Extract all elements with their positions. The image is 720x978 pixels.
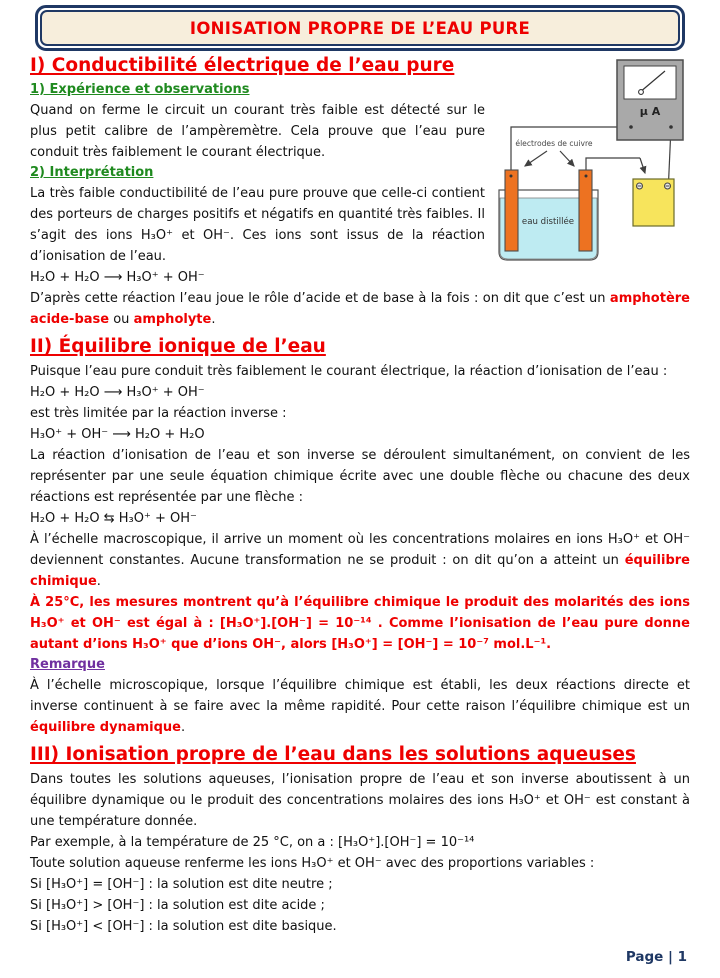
document-content [30, 54, 690, 937]
section-1-paragraph-1: Quand on ferme le circuit un courant très faible est détecté sur le plus petit calibre de l’ampèremètre. Cela prouve que l’eau pure conduit très faiblement le courant électrique. [30, 103, 485, 160]
text-segment: . [211, 312, 216, 327]
text-segment: . [181, 720, 186, 735]
equation-inverse: H₃O⁺ + OH⁻ ⟶ H₂O + H₂O [30, 427, 205, 442]
title-banner [35, 5, 685, 51]
text-segment: À l’échelle macroscopique, il arrive un moment où les concentrations molaires en ions H₃O⁺ et OH⁻ deviennent constantes. Aucune transformation ne se produit : on dit qu’on a atteint un [30, 532, 690, 568]
circuit-diagram [494, 56, 690, 268]
section-1-sub-2: 2) Interprétation [30, 165, 154, 180]
page-title: IONISATION PROPRE DE L’EAU PURE [189, 19, 531, 38]
experiment-figure [494, 56, 690, 268]
section-3-paragraph-2: Par exemple, à la température de 25 °C, on a : [H₃O⁺].[OH⁻] = 10⁻¹⁴ [30, 835, 475, 850]
water-label-text: eau distillée [521, 217, 575, 227]
equation-ionisation: H₂O + H₂O ⟶ H₃O⁺ + OH⁻ [30, 270, 205, 285]
title-banner-inner [40, 10, 680, 46]
section-2-key-statement: À 25°C, les mesures montrent qu’à l’équilibre chimique le produit des molarités des ions H₃O⁺ et OH⁻ est égal à : [H₃O⁺].[OH⁻] = 10⁻¹⁴ . Comme l’ionisation de l’eau pure donne autant d’ions H₃O⁺ que d’ions OH⁻, alors [H₃O⁺] = [OH⁻] = 10⁻⁷ mol.L⁻¹. [30, 595, 690, 652]
section-1-sub-1: 1) Expérience et observations [30, 82, 250, 97]
section-2-paragraph-2: est très limitée par la réaction inverse : [30, 406, 287, 421]
section-2-paragraph-6 [30, 675, 690, 738]
highlighted-term: amphotère acide-base [30, 291, 690, 327]
electrodes-label [515, 139, 593, 166]
remark-label: Remarque [30, 657, 105, 672]
microammeter-unit-label: µ A [639, 105, 661, 118]
equation-direct: H₂O + H₂O ⟶ H₃O⁺ + OH⁻ [30, 385, 205, 400]
section-3-heading: III) Ionisation propre de l’eau dans les solutions aqueuses [30, 744, 636, 765]
text-segment: À l’échelle microscopique, lorsque l’équilibre chimique est établi, les deux réactions directe et inverse continuent à se faire avec la même rapidité. Pour cette raison l’équilibre chimique est un [30, 678, 690, 714]
section-1-paragraph-2: La très faible conductibilité de l’eau pure prouve que celle-ci contient des porteurs de charges positifs et négatifs en quantité très faibles. Il s’agit des ions H₃O⁺ et OH⁻. Ces ions sont issus de la réaction d’ionisation de l’eau. [30, 186, 485, 264]
electrodes-label-text: électrodes de cuivre [515, 139, 593, 148]
text-segment: ou [109, 312, 134, 327]
battery-icon [633, 179, 674, 226]
condition-basic: Si [H₃O⁺] < [OH⁻] : la solution est dite basique. [30, 919, 337, 934]
text-segment: D’après cette réaction l’eau joue le rôle d’acide et de base à la fois : on dit que c’est un [30, 291, 610, 306]
condition-neutral: Si [H₃O⁺] = [OH⁻] : la solution est dite neutre ; [30, 877, 333, 892]
condition-acidic: Si [H₃O⁺] > [OH⁻] : la solution est dite acide ; [30, 898, 325, 913]
text-segment: . [96, 574, 101, 589]
page-number: Page | 1 [625, 949, 687, 965]
section-2-heading: II) Équilibre ionique de l’eau [30, 336, 326, 357]
section-1-paragraph-3 [30, 288, 690, 330]
section-1-heading: I) Conductibilité électrique de l’eau pure [30, 55, 455, 76]
highlighted-term: équilibre chimique [30, 553, 690, 589]
microammeter-icon [617, 60, 683, 140]
section-2-paragraph-1: Puisque l’eau pure conduit très faiblement le courant électrique, la réaction d’ionisation de l’eau : [30, 364, 668, 379]
section-2-paragraph-4 [30, 529, 690, 592]
section-2-paragraph-3: La réaction d’ionisation de l’eau et son inverse se déroulent simultanément, on convient de les représenter par une seule équation chimique écrite avec une double flèche ou chacune des deux réactions est représentée par une flèche : [30, 448, 690, 505]
equation-equilibrium: H₂O + H₂O ⇆ H₃O⁺ + OH⁻ [30, 511, 197, 526]
section-3-paragraph-1: Dans toutes les solutions aqueuses, l’ionisation propre de l’eau et son inverse aboutissent à un équilibre dynamique ou le produit des concentrations molaires des ions H₃O⁺ et OH⁻ est constant à une température donnée. [30, 772, 690, 829]
highlighted-term: équilibre dynamique [30, 720, 181, 735]
highlighted-term: ampholyte [133, 312, 212, 327]
section-3-paragraph-3: Toute solution aqueuse renferme les ions H₃O⁺ et OH⁻ avec des proportions variables : [30, 856, 595, 871]
